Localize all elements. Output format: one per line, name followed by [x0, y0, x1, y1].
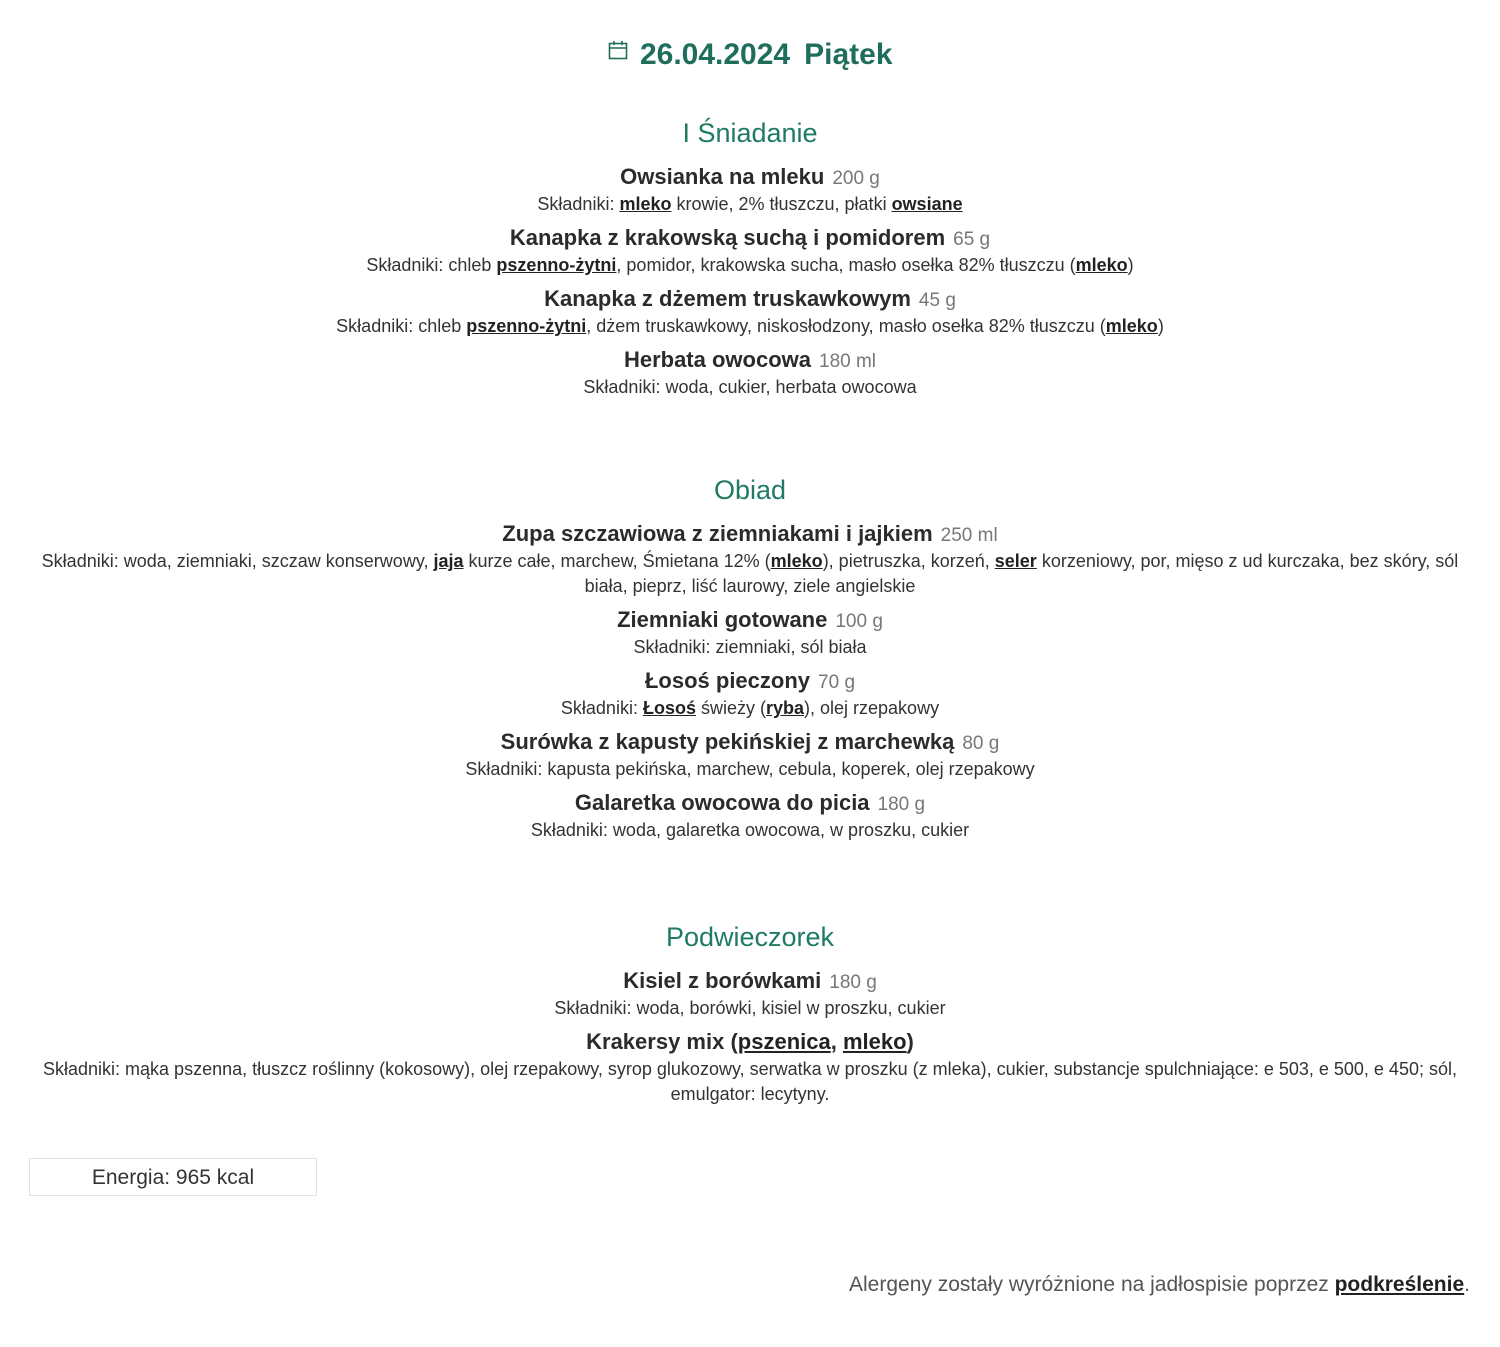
dish-ingredients [0, 1057, 1500, 1107]
dish-header [0, 966, 1500, 996]
dish-header [0, 788, 1500, 818]
section-title: Podwieczorek [665, 922, 835, 952]
legend-suffix: . [1464, 1273, 1470, 1296]
dish-header [0, 519, 1500, 549]
dish-item [0, 1027, 1500, 1107]
text-part: Składniki: woda, ziemniaki, szczaw konserwowy, [41, 551, 434, 571]
dish-ingredients [0, 549, 1500, 599]
date-header [0, 38, 1500, 72]
dish-portion: 45 g [918, 290, 956, 311]
dish-ingredients [0, 314, 1500, 339]
dish-ingredients [0, 818, 1500, 843]
allergen: seler [994, 551, 1037, 571]
dish-header [0, 727, 1500, 757]
text-part: Składniki: woda, galaretka owocowa, w proszku, cukier [530, 820, 970, 840]
dish-portion: 65 g [953, 229, 991, 250]
legend-highlight: podkreślenie [1334, 1273, 1465, 1296]
text-part: Składniki: ziemniaki, sól biała [633, 637, 867, 657]
dish-item [0, 162, 1500, 217]
dish-header [0, 162, 1500, 192]
date-title [640, 38, 893, 71]
section-title: Obiad [713, 475, 787, 505]
dish-portion: 180 ml [819, 351, 877, 372]
allergen: mleko [619, 194, 672, 214]
dish-item [0, 605, 1500, 660]
dish-name: Kanapka z dżemem truskawkowym [544, 286, 911, 311]
section-lunch [0, 473, 1500, 849]
dish-item [0, 788, 1500, 843]
dish-name: Zupa szczawiowa z ziemniakami i jajkiem [502, 521, 933, 546]
text-part: Krakersy mix ( [586, 1029, 738, 1054]
section-title: I Śniadanie [682, 118, 818, 148]
dish-header [0, 666, 1500, 696]
dish-item [0, 727, 1500, 782]
allergen: jaja [433, 551, 464, 571]
dish-item [0, 284, 1500, 339]
allergen: ryba [765, 698, 805, 718]
calendar-icon [608, 40, 628, 65]
dish-name [586, 1029, 914, 1054]
text-part: Składniki: chleb [336, 316, 467, 336]
legend-prefix: Alergeny zostały wyróżnione na jadłospisie poprzez [848, 1273, 1335, 1296]
allergen: mleko [1075, 255, 1128, 275]
dish-name: Surówka z kapusty pekińskiej z marchewką [500, 729, 955, 754]
energy-summary: Energia: 965 kcal [29, 1158, 317, 1196]
dish-item [0, 966, 1500, 1021]
dish-item [0, 519, 1500, 599]
dish-ingredients [0, 192, 1500, 217]
dish-name: Ziemniaki gotowane [617, 607, 828, 632]
text-part: świeży ( [695, 698, 766, 718]
allergen: mleko [842, 1029, 907, 1054]
dish-name: Kisiel z borówkami [623, 968, 822, 993]
text-part: korzeniowy, por, mięso z ud kurczaka, bez skóry, sól biała, pieprz, liść laurowy, ziele angielskie [584, 551, 1459, 596]
text-part: Składniki: [560, 698, 643, 718]
text-part: , dżem truskawkowy, niskosłodzony, masło osełka 82% tłuszczu ( [586, 316, 1106, 336]
allergen: pszenno-żytni [496, 255, 617, 275]
dish-ingredients [0, 996, 1500, 1021]
text-part: Składniki: [537, 194, 620, 214]
allergen-legend [849, 1273, 1470, 1297]
date-value: 26.04.2024 [639, 38, 791, 71]
text-part: , pomidor, krakowska sucha, masło osełka 82% tłuszczu ( [616, 255, 1076, 275]
allergen: owsiane [891, 194, 963, 214]
dish-header [0, 1027, 1500, 1057]
text-part: kurze całe, marchew, Śmietana 12% ( [463, 551, 771, 571]
dish-header [0, 223, 1500, 253]
dish-portion: 180 g [829, 972, 877, 993]
text-part: ), olej rzepakowy [804, 698, 940, 718]
allergen: pszenica [737, 1029, 831, 1054]
dish-ingredients [0, 375, 1500, 400]
dish-portion: 200 g [832, 168, 880, 189]
dish-portion: 70 g [818, 672, 856, 693]
dish-portion: 250 ml [940, 525, 998, 546]
dish-name: Owsianka na mleku [620, 164, 825, 189]
dish-name: Herbata owocowa [623, 347, 811, 372]
dish-ingredients [0, 635, 1500, 660]
text-part: krowie, 2% tłuszczu, płatki [671, 194, 892, 214]
text-part: Składniki: mąka pszenna, tłuszcz roślinny (kokosowy), olej rzepakowy, syrop glukozowy, serwatka w proszku (z mleka), cukier, substancje spulchniające: e 503, e 500, e 450; sól, emulgator: lecytyny. [43, 1059, 1457, 1104]
section-afternoon-snack [0, 920, 1500, 1113]
dish-ingredients [0, 253, 1500, 278]
allergen: pszenno-żytni [466, 316, 587, 336]
text-part: Składniki: kapusta pekińska, marchew, cebula, koperek, olej rzepakowy [465, 759, 1035, 779]
dish-portion: 80 g [962, 733, 1000, 754]
text-part: Składniki: woda, cukier, herbata owocowa [583, 377, 917, 397]
text-part: Składniki: woda, borówki, kisiel w proszku, cukier [554, 998, 946, 1018]
weekday: Piątek [804, 38, 893, 71]
text-part: ) [1127, 255, 1134, 275]
dish-header [0, 605, 1500, 635]
dish-item [0, 666, 1500, 721]
text-part: , [830, 1029, 843, 1054]
dish-ingredients [0, 757, 1500, 782]
dish-name: Galaretka owocowa do picia [574, 790, 870, 815]
dish-header [0, 345, 1500, 375]
text-part: ) [1157, 316, 1164, 336]
dish-name: Łosoś pieczony [644, 668, 811, 693]
section-breakfast [0, 116, 1500, 406]
dish-header [0, 284, 1500, 314]
dish-name: Kanapka z krakowską suchą i pomidorem [509, 225, 946, 250]
text-part: ), pietruszka, korzeń, [822, 551, 995, 571]
dish-ingredients [0, 696, 1500, 721]
dish-portion: 100 g [835, 611, 883, 632]
dish-item [0, 345, 1500, 400]
allergen: mleko [770, 551, 823, 571]
dish-item [0, 223, 1500, 278]
text-part: Składniki: chleb [366, 255, 497, 275]
allergen: Łosoś [642, 698, 696, 718]
allergen: mleko [1105, 316, 1158, 336]
text-part: ) [906, 1029, 914, 1054]
dish-portion: 180 g [877, 794, 926, 815]
